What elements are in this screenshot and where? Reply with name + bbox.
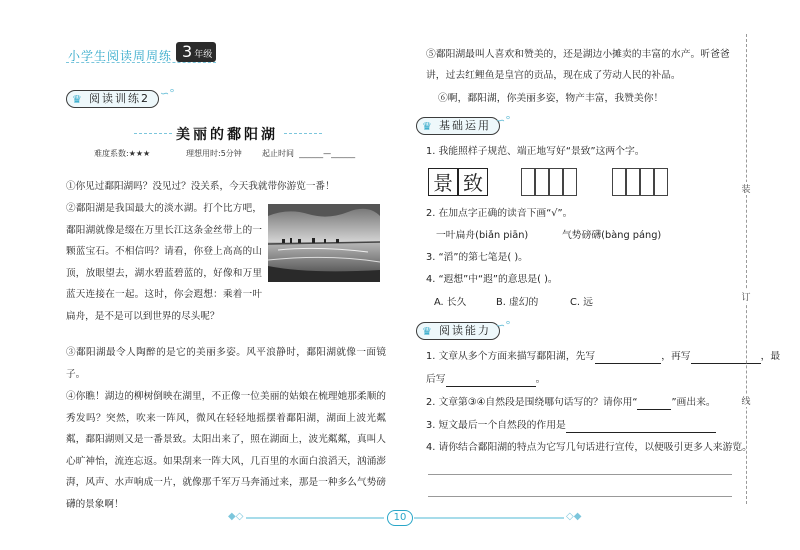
grade-number: 3 [182,42,193,61]
section-tag-basic [416,117,500,135]
crown-icon: ♛ [72,93,84,106]
paragraph-6: ⑥啊，鄱阳湖，你美丽多姿，物产丰富，我赞美你！ [438,93,664,104]
grade-suffix: 年级 [194,50,213,60]
series-title: 小学生阅读周周练 [68,49,173,63]
reading-question-1: 1. 文章从多个方面来描写鄱阳湖，先写 ，再写 ，最 [426,351,781,362]
underline-sample [637,409,671,410]
grade-badge [176,42,216,62]
binding-mark-3: 线 [740,394,752,407]
answer-line-1[interactable] [428,474,732,475]
section-tag-ability [416,322,500,340]
q4-option-c[interactable]: C. 远 [570,297,593,308]
paragraph-4: ④你瞧！湖边的柳树倒映在湖里，不正像一位美丽的姑娘在梳理她那柔顺的秀发吗？突然，吹来一阵风，微风在轻轻地摇摆着鄱阳湖，湖面上波光粼粼，鄱阳湖则又是一番景致。太阳出来了，照在湖面上，波光粼粼，真叫人心旷神怡，流连忘返。如果刮来一阵大风，几百里的水面白浪滔天，汹涌澎湃，风声、水声响成一片，就像那千军万马奔涌过来，那是一种多么气势磅礴的景象啊！ [66,391,386,510]
answer-line-2[interactable] [428,496,732,497]
footer-ornament-left-icon: ◆◇ [228,511,244,522]
ability-section-label: 阅读能力 [439,324,491,337]
binding-mark-2: 订 [740,290,752,303]
ideal-time: 理想用时:5分钟 [186,149,242,158]
footer-line-left [246,517,384,519]
answer-blank[interactable] [691,363,761,364]
footer-line-right [414,517,564,519]
swirl-decoration-icon: ∽° [496,114,511,127]
q4-option-b[interactable]: B. 虚幻的 [496,297,539,308]
writing-grid-2[interactable] [612,168,668,196]
section-tag-label: 阅读训练2 [89,92,150,105]
basic-section-label: 基础运用 [439,119,491,132]
question-1: 1. 我能照样子规范、端正地写好“景致”这两个字。 [426,146,645,157]
question-3[interactable]: 3. “滔”的第七笔是( )。 [426,252,528,263]
crown-icon: ♛ [422,120,434,133]
difficulty: 难度系数:★★★ [94,149,151,158]
title-divider-left [134,133,172,134]
reading-question-2: 2. 文章第③④自然段是围绕哪句话写的？请你用“ ”画出来。 [426,397,716,408]
paragraph-1: ①你见过鄱阳湖吗？没见过？没关系，今天我就带你游览一番！ [66,181,335,192]
answer-blank[interactable] [566,432,716,433]
difficulty-stars: ★★★ [128,149,151,158]
article-title: 美丽的鄱阳湖 [176,127,278,143]
swirl-decoration-icon: ∽° [496,319,511,332]
q2-item-b[interactable]: 气势磅礴(bàng páng) [562,230,662,241]
answer-blank[interactable] [446,386,536,387]
sample-char-2: 致 [458,168,488,196]
paragraph-2: ②鄱阳湖是我国最大的淡水湖。打个比方吧，鄱阳湖就像是缀在万里长江这条金丝带上的一颗蓝宝石。不相信吗？请看，你登上高高的山顶，放眼望去，湖水碧蓝碧蓝的，好像和万里蓝天连接在一起。这时，你会遐想：乘着一叶扁舟，是不是可以到世界的尽头呢？ [66,203,262,322]
paragraph-5: ⑤鄱阳湖最叫人喜欢和赞美的，还是湖边小摊卖的丰富的水产。听爸爸讲，过去红鲤鱼是皇宫的贡品，现在成了劳动人民的补品。 [426,49,730,81]
header-divider [66,62,216,63]
footer-ornament-right-icon: ◇◆ [566,511,582,522]
crown-icon: ♛ [422,325,434,338]
title-divider-right [284,133,322,134]
binding-line [746,34,747,504]
paragraph-2-wrap [66,198,262,327]
swirl-decoration-icon: ∽° [160,87,175,100]
reading-question-3: 3. 短文最后一个自然段的作用是 [426,419,716,433]
section-tag-reading-training [66,90,159,108]
answer-blank[interactable] [595,363,661,364]
question-4[interactable]: 4. “遐想”中“遐”的意思是( )。 [426,274,558,285]
question-2: 2. 在加点字正确的读音下画“√”。 [426,208,573,219]
paragraph-3: ③鄱阳湖最令人陶醉的是它的美丽多姿。风平浪静时，鄱阳湖就像一面镜子。 [66,347,386,380]
writing-grid-1[interactable] [521,168,577,196]
page-number: 10 [387,510,413,526]
binding-mark-1: 装 [740,182,752,195]
start-end-time: 起止时间 ______—______ [262,149,356,158]
q2-item-a[interactable]: 一叶扁舟(biǎn piān) [436,230,529,241]
reading-question-1-cont: 后写 。 [426,374,546,385]
reading-question-4: 4. 请你结合鄱阳湖的特点为它写几句话进行宣传，以便吸引更多人来游览。 [426,442,752,453]
q4-option-a[interactable]: A. 长久 [434,297,467,308]
sample-char-1: 景 [428,168,458,196]
lake-photo [268,204,380,282]
